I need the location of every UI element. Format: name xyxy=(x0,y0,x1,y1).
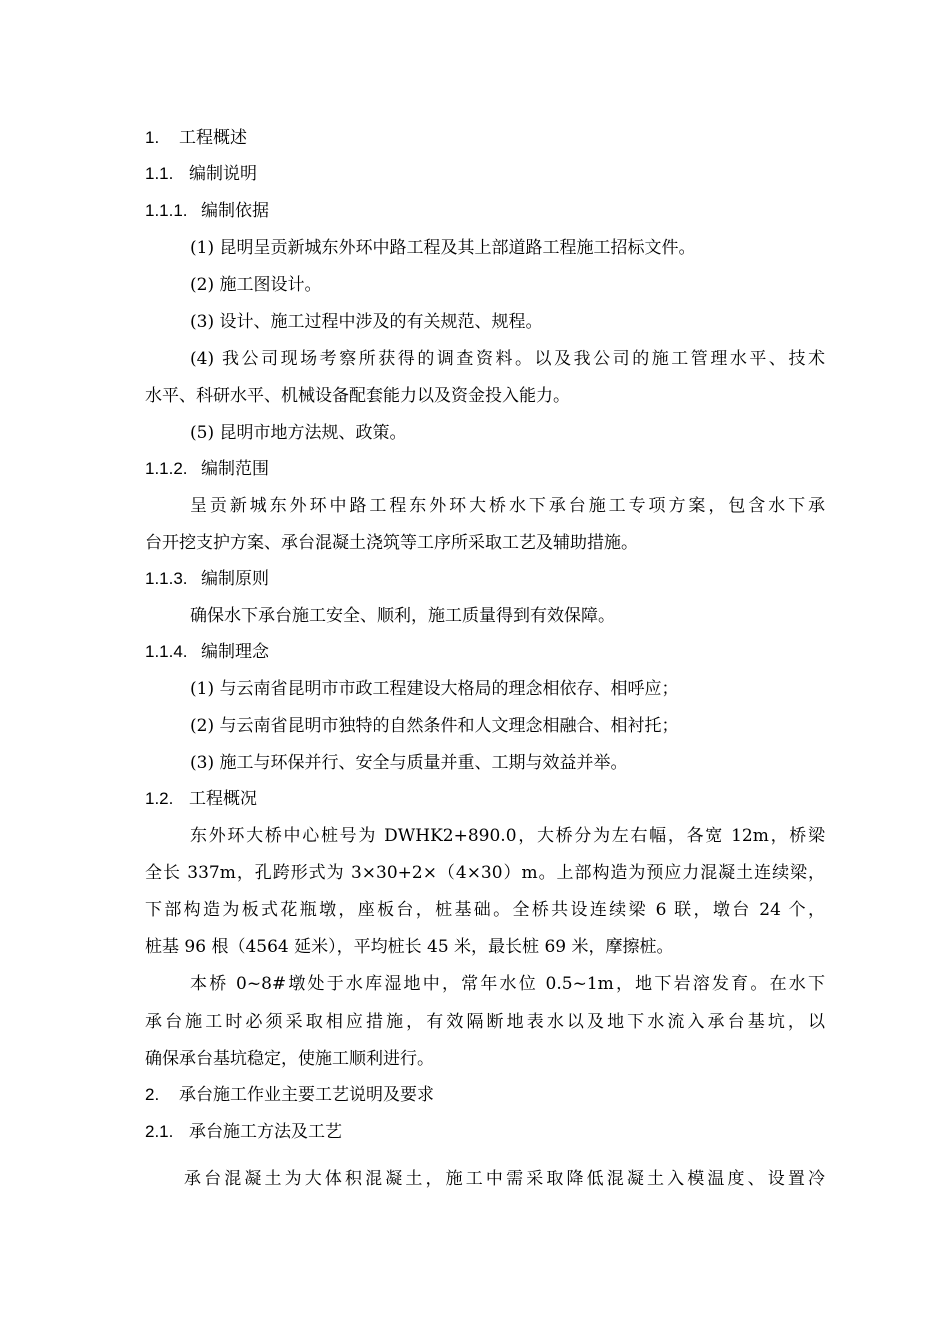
overview-p1-line-4: 桩基 96 根（4564 延米），平均桩长 45 米，最长桩 69 米，摩擦桩。 xyxy=(145,937,674,957)
basis-item-3: (3) 设计、施工过程中涉及的有关规范、规程。 xyxy=(190,312,543,332)
heading-1-1-4: 1.1.4. 编制理念 xyxy=(145,642,269,662)
scope-line-1: 呈贡新城东外环中路工程东外环大桥水下承台施工专项方案，包含水下承 xyxy=(190,496,825,516)
overview-p2-line-1: 本桥 0~8#墩处于水库湿地中，常年水位 0.5~1m，地下岩溶发育。在水下 xyxy=(190,974,825,994)
basis-item-5: (5) 昆明市地方法规、政策。 xyxy=(190,423,407,443)
concept-item-2: (2) 与云南省昆明市独特的自然条件和人文理念相融合、相衬托； xyxy=(190,716,679,736)
concept-item-1: (1) 与云南省昆明市市政工程建设大格局的理念相依存、相呼应； xyxy=(190,679,679,699)
heading-2-1: 2.1. 承台施工方法及工艺 xyxy=(145,1122,342,1142)
basis-item-4: (4) 我公司现场考察所获得的调查资料。以及我公司的施工管理水平、技术 xyxy=(190,349,825,369)
overview-p1-line-1: 东外环大桥中心桩号为 DWHK2+890.0，大桥分为左右幅，各宽 12m，桥梁 xyxy=(190,826,825,846)
heading-1: 1. 工程概述 xyxy=(145,128,247,148)
heading-1-1-2: 1.1.2. 编制范围 xyxy=(145,459,269,479)
heading-1-1-3: 1.1.3. 编制原则 xyxy=(145,569,269,589)
principle-text: 确保水下承台施工安全、顺利，施工质量得到有效保障。 xyxy=(190,606,615,626)
method-p1-line-1: 承台混凝土为大体积混凝土，施工中需采取降低混凝土入模温度、设置冷 xyxy=(184,1169,825,1189)
heading-1-2: 1.2. 工程概况 xyxy=(145,789,257,809)
overview-p1-line-3: 下部构造为板式花瓶墩，座板台，桩基础。全桥共设连续梁 6 联，墩台 24 个， xyxy=(145,900,825,920)
overview-p1-line-2: 全长 337m，孔跨形式为 3×30+2×（4×30）m。上部构造为预应力混凝土连续梁， xyxy=(145,863,825,883)
basis-item-1: (1) 昆明呈贡新城东外环中路工程及其上部道路工程施工招标文件。 xyxy=(190,238,696,258)
overview-p2-line-2: 承台施工时必须采取相应措施，有效隔断地表水以及地下水流入承台基坑，以 xyxy=(145,1012,825,1032)
basis-item-4-cont: 水平、科研水平、机械设备配套能力以及资金投入能力。 xyxy=(145,386,570,406)
heading-1-1: 1.1. 编制说明 xyxy=(145,164,257,184)
heading-2: 2. 承台施工作业主要工艺说明及要求 xyxy=(145,1085,434,1105)
scope-line-2: 台开挖支护方案、承台混凝土浇筑等工序所采取工艺及辅助措施。 xyxy=(145,533,638,553)
basis-item-2: (2) 施工图设计。 xyxy=(190,275,322,295)
heading-1-1-1: 1.1.1. 编制依据 xyxy=(145,201,269,221)
overview-p2-line-3: 确保承台基坑稳定，使施工顺利进行。 xyxy=(145,1049,434,1069)
concept-item-3: (3) 施工与环保并行、安全与质量并重、工期与效益并举。 xyxy=(190,753,628,773)
